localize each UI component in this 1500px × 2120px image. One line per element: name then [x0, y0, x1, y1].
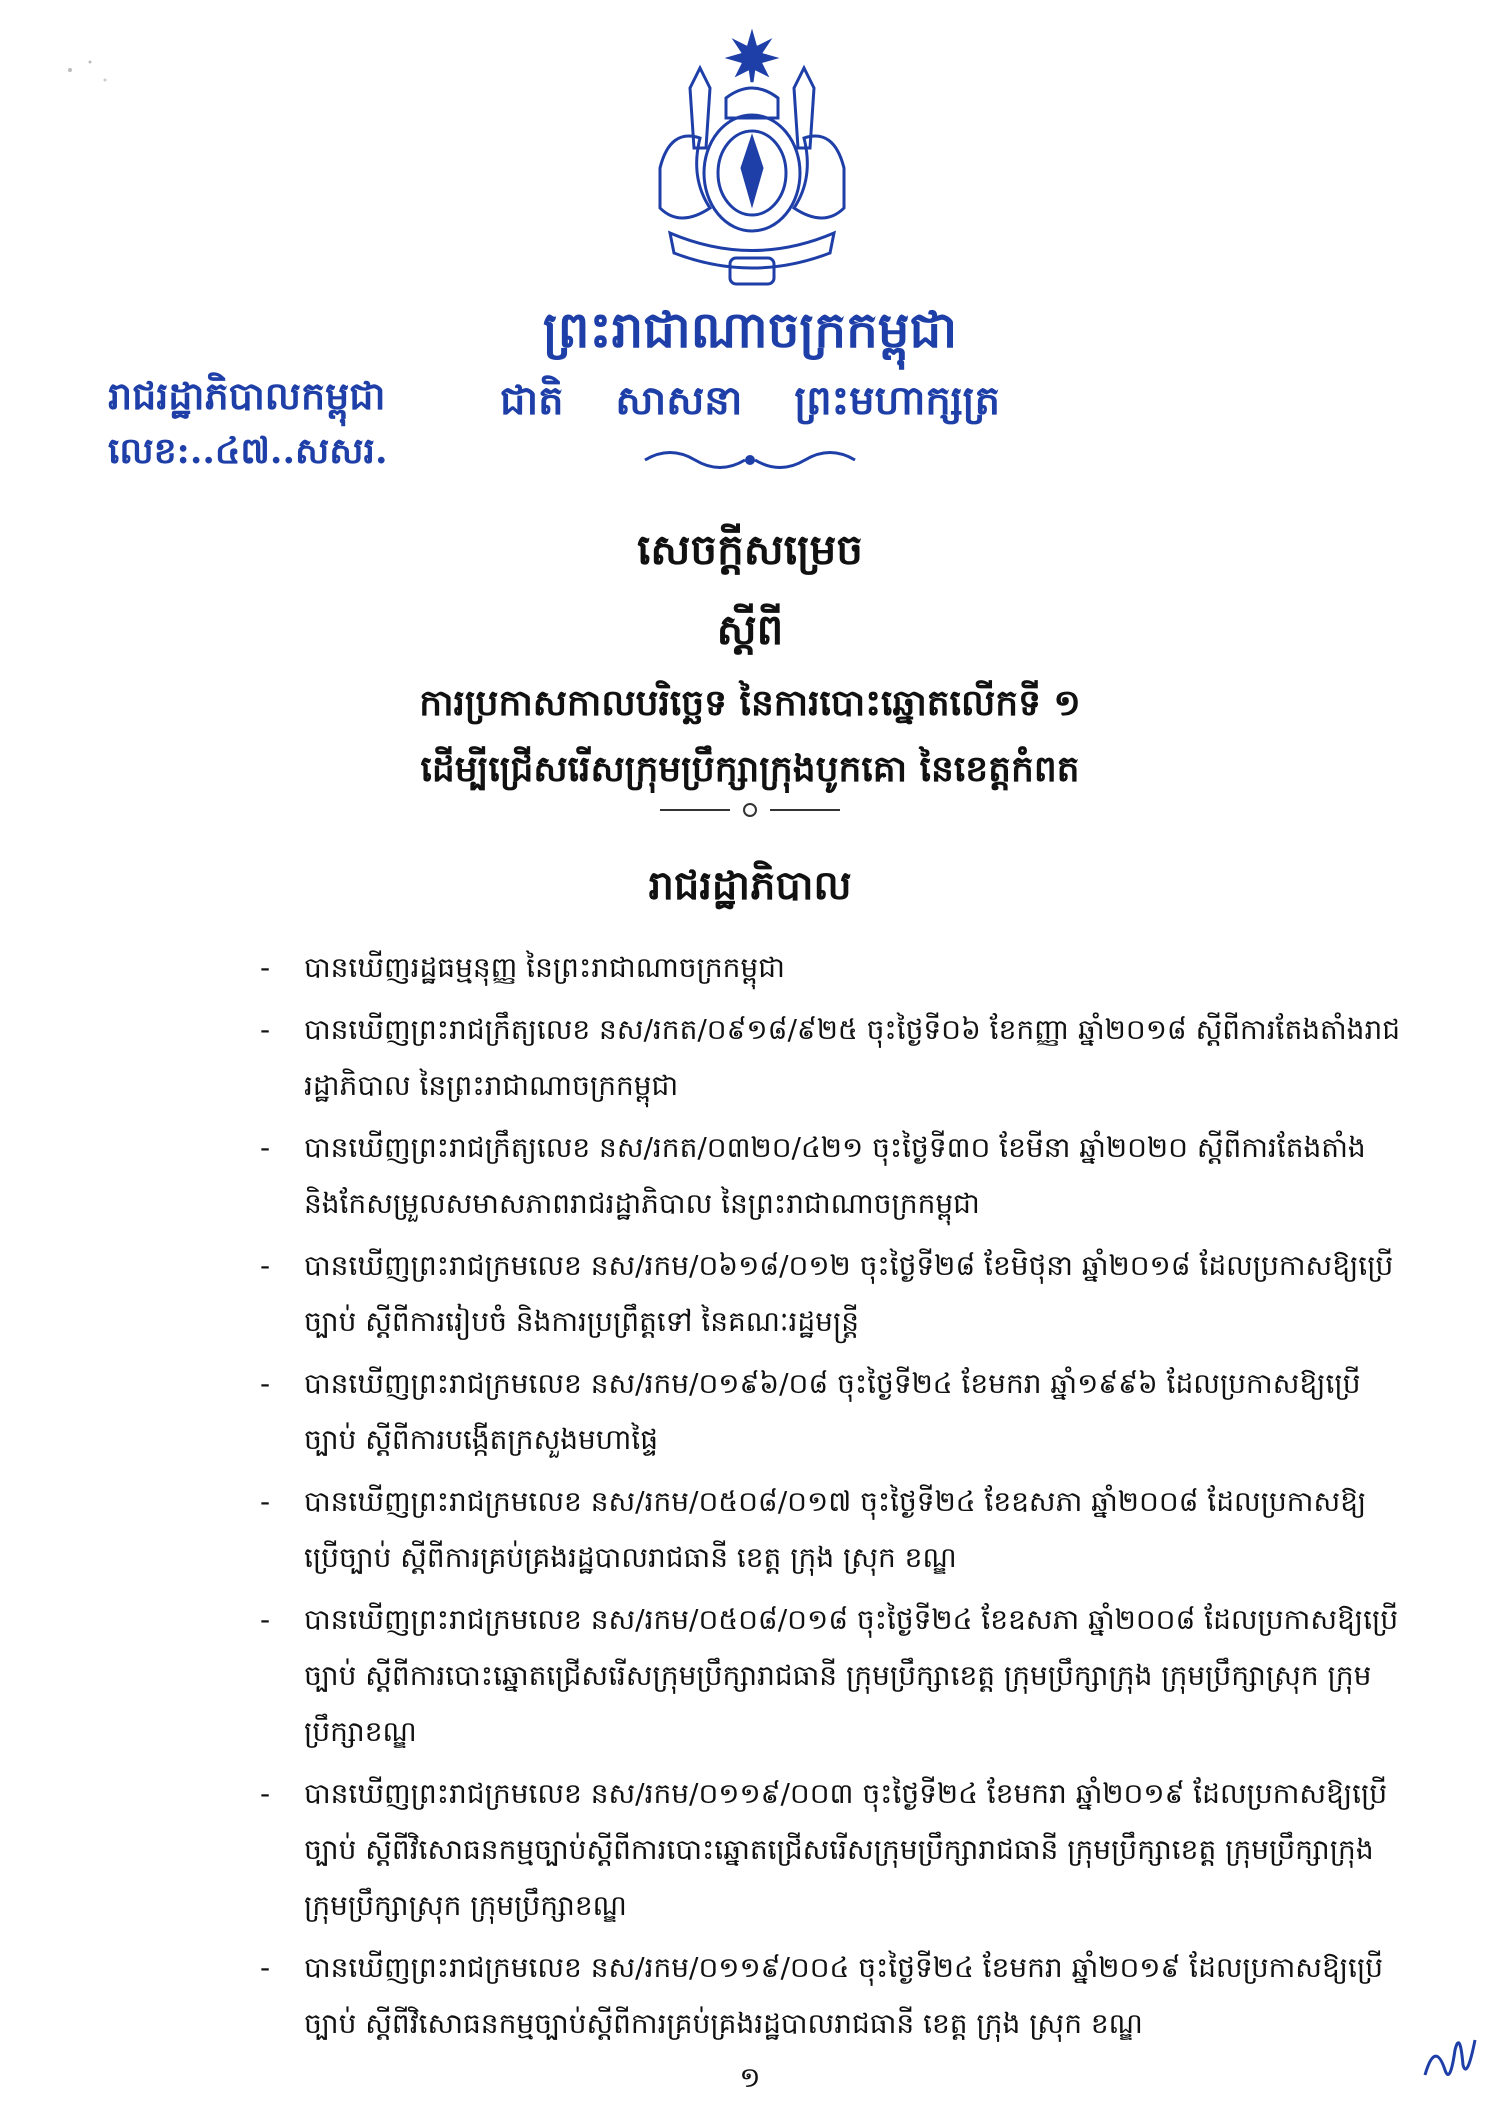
bullet-dash: -: [260, 1013, 271, 1046]
document-number: លេខ:..៤៧..សសរ.: [108, 430, 388, 472]
recital-text: បានឃើញព្រះរាជក្រមលេខ នស/រកម/០១១៩/០០៣ ចុះថ្ងៃទី២៤ ខែមករា ឆ្នាំ២០១៩ ដែលប្រកាសឱ្យប្រើច្បាប់ ស្តីពីវិសោធនកម្មច្បាប់ស្តីពីការបោះឆ្នោតជ្រើសរើសក្រុមប្រឹក្សារាជធានី ក្រុមប្រឹក្សាខេត្ត ក្រុមប្រឹក្សាក្រុង ក្រុមប្រឹក្សាស្រុក ក្រុមប្រឹក្សាខណ្ឌ: [304, 1777, 1388, 1922]
motto-nation: ជាតិ: [500, 377, 564, 424]
decision-title: [200, 510, 1300, 802]
kingdom-name: ព្រះរាជាណាចក្រកម្ពុជា: [542, 300, 958, 359]
scan-smudge-icon: [50, 50, 120, 100]
recital-item: [260, 1474, 1400, 1586]
recital-item: [260, 940, 1400, 996]
section-heading: រាជរដ្ឋាភិបាល: [648, 862, 852, 909]
ornament-divider-icon: [640, 445, 860, 475]
bullet-dash: -: [260, 1777, 271, 1810]
motto-religion: សាសនា: [615, 377, 743, 424]
bullet-dash: -: [260, 1367, 271, 1400]
recital-item: [260, 1356, 1400, 1468]
initials-signature-icon: [1415, 2020, 1485, 2090]
bullet-dash: -: [260, 1249, 271, 1282]
recital-text: បានឃើញព្រះរាជក្រមលេខ នស/រកម/០១៩៦/០៨ ចុះថ្ងៃទី២៤ ខែមករា ឆ្នាំ១៩៩៦ ដែលប្រកាសឱ្យប្រើច្បាប់ ស្តីពីការបង្កើតក្រសួងមហាផ្ទៃ: [304, 1367, 1361, 1456]
title-on: ស្តីពី: [716, 605, 784, 654]
title-divider-icon: [660, 800, 840, 820]
page-number: ១: [739, 2061, 761, 2094]
recital-text: បានឃើញព្រះរាជក្រឹត្យលេខ នស/រកត/០៩១៨/៩២៥ ចុះថ្ងៃទី០៦ ខែកញ្ញា ឆ្នាំ២០១៨ ស្តីពីការតែងតាំងរាជរដ្ឋាភិបាល នៃព្រះរាជាណាចក្រកម្ពុជា: [304, 1013, 1401, 1102]
title-decision: សេចក្តីសម្រេច: [637, 525, 863, 574]
national-motto: [500, 375, 1000, 434]
recital-text: បានឃើញព្រះរាជក្រឹត្យលេខ នស/រកត/០៣២០/៤២១ ចុះថ្ងៃទី៣០ ខែមីនា ឆ្នាំ២០២០ ស្តីពីការតែងតាំង និងកែសម្រួលសមាសភាពរាជរដ្ឋាភិបាល នៃព្រះរាជាណាចក្រកម្ពុជា: [304, 1131, 1366, 1220]
recital-item: [260, 1592, 1400, 1760]
recital-item: [260, 1002, 1400, 1114]
bullet-dash: -: [260, 1603, 271, 1636]
title-subject-1: ការប្រកាសកាលបរិច្ឆេទ នៃការបោះឆ្នោតលើកទី ១: [419, 682, 1081, 724]
recital-item: [260, 1940, 1400, 2052]
recital-text: បានឃើញព្រះរាជក្រមលេខ នស/រកម/០៦១៨/០១២ ចុះថ្ងៃទី២៨ ខែមិថុនា ឆ្នាំ២០១៨ ដែលប្រកាសឱ្យប្រើច្បាប់ ស្តីពីការរៀបចំ និងការប្រព្រឹត្តទៅ នៃគណៈរដ្ឋមន្ត្រី: [304, 1249, 1394, 1338]
royal-emblem-icon: [630, 28, 874, 296]
recital-text: បានឃើញព្រះរាជក្រមលេខ នស/រកម/០១១៩/០០៤ ចុះថ្ងៃទី២៤ ខែមករា ឆ្នាំ២០១៩ ដែលប្រកាសឱ្យប្រើច្បាប់ ស្តីពីវិសោធនកម្មច្បាប់ស្តីពីការគ្រប់គ្រងរដ្ឋបាលរាជធានី ខេត្ត ក្រុង ស្រុក ខណ្ឌ: [304, 1951, 1384, 2040]
recital-text: បានឃើញរដ្ឋធម្មនុញ្ញ នៃព្រះរាជាណាចក្រកម្ពុជា: [304, 951, 785, 984]
issuing-authority: រាជរដ្ឋាភិបាលកម្ពុជា: [108, 373, 386, 418]
title-subject-2: ដើម្បីជ្រើសរើសក្រុមប្រឹក្សាក្រុងបូកគោ នៃខេត្តកំពត: [420, 748, 1080, 790]
recital-list: [260, 940, 1400, 2058]
recital-item: [260, 1766, 1400, 1934]
motto-king: ព្រះមហាក្សត្រ: [794, 377, 1000, 424]
bullet-dash: -: [260, 1485, 271, 1518]
recital-text: បានឃើញព្រះរាជក្រមលេខ នស/រកម/០៥០៨/០១៧ ចុះថ្ងៃទី២៤ ខែឧសភា ឆ្នាំ២០០៨ ដែលប្រកាសឱ្យប្រើច្បាប់ ស្តីពីការគ្រប់គ្រងរដ្ឋបាលរាជធានី ខេត្ត ក្រុង ស្រុក ខណ្ឌ: [304, 1485, 1367, 1574]
recital-item: [260, 1120, 1400, 1232]
recital-item: [260, 1238, 1400, 1350]
bullet-dash: -: [260, 1131, 271, 1164]
bullet-dash: -: [260, 1951, 271, 1984]
recital-text: បានឃើញព្រះរាជក្រមលេខ នស/រកម/០៥០៨/០១៨ ចុះថ្ងៃទី២៤ ខែឧសភា ឆ្នាំ២០០៨ ដែលប្រកាសឱ្យប្រើច្បាប់ ស្តីពីការបោះឆ្នោតជ្រើសរើសក្រុមប្រឹក្សារាជធានី ក្រុមប្រឹក្សាខេត្ត ក្រុមប្រឹក្សាក្រុង ក្រុមប្រឹក្សាស្រុក ក្រុមប្រឹក្សាខណ្ឌ: [304, 1603, 1399, 1748]
bullet-dash: -: [260, 951, 271, 984]
